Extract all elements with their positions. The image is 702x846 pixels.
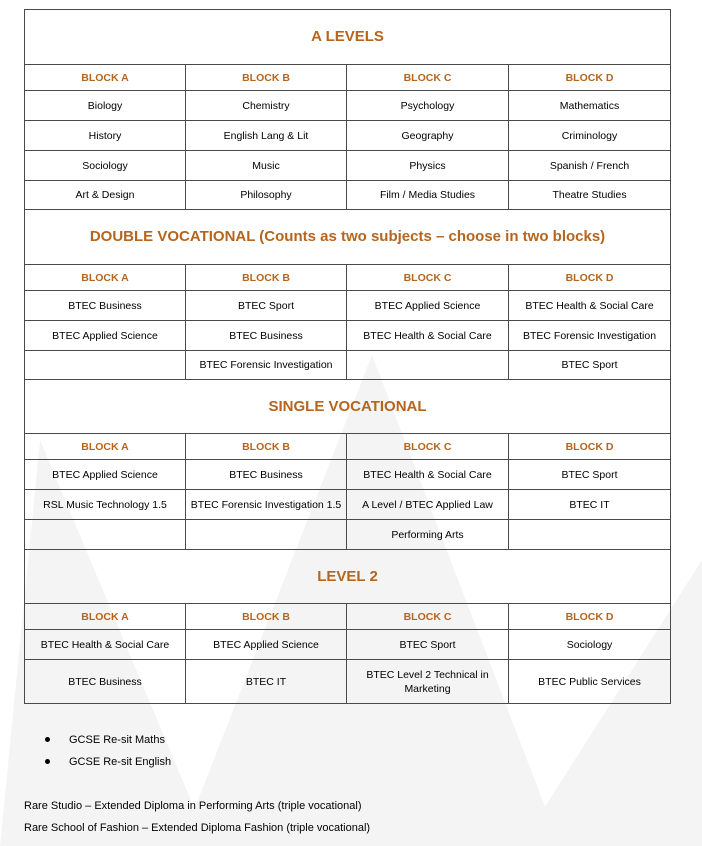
block-b-header: BLOCK B <box>186 265 347 291</box>
resit-bullet-list <box>45 732 171 776</box>
section-title-row <box>25 380 671 434</box>
block-b-header: BLOCK B <box>186 65 347 91</box>
block-header-row <box>25 604 671 630</box>
block-a-header: BLOCK A <box>25 604 186 630</box>
subject-cell: BTEC IT <box>186 660 347 704</box>
subject-cell: A Level / BTEC Applied Law <box>347 490 509 520</box>
subject-cell: BTEC Business <box>25 660 186 704</box>
subject-cell: Performing Arts <box>347 520 509 550</box>
section-title: A LEVELS <box>25 10 671 65</box>
table-row <box>25 630 671 660</box>
subject-cell: Chemistry <box>186 91 347 121</box>
subject-cell: BTEC Applied Science <box>186 630 347 660</box>
subject-cell: BTEC IT <box>509 490 671 520</box>
list-item <box>45 754 171 776</box>
subject-cell: BTEC Applied Science <box>347 291 509 321</box>
table-row <box>25 181 671 210</box>
subject-cell: BTEC Public Services <box>509 660 671 704</box>
block-c-header: BLOCK C <box>347 434 509 460</box>
subject-cell: Art & Design <box>25 181 186 210</box>
subject-cell: RSL Music Technology 1.5 <box>25 490 186 520</box>
section-title-row <box>25 210 671 265</box>
table-row <box>25 91 671 121</box>
subject-cell <box>347 351 509 380</box>
table-row <box>25 151 671 181</box>
section-title: DOUBLE VOCATIONAL (Counts as two subjects – choose in two blocks) <box>25 210 671 265</box>
subject-cell: BTEC Health & Social Care <box>509 291 671 321</box>
subject-cell: BTEC Sport <box>509 460 671 490</box>
subject-cell: BTEC Health & Social Care <box>347 321 509 351</box>
subject-cell <box>25 520 186 550</box>
block-d-header: BLOCK D <box>509 265 671 291</box>
block-d-header: BLOCK D <box>509 604 671 630</box>
subject-cell <box>25 351 186 380</box>
block-b-header: BLOCK B <box>186 434 347 460</box>
subject-cell: BTEC Applied Science <box>25 460 186 490</box>
block-a-header: BLOCK A <box>25 434 186 460</box>
subject-cell: BTEC Sport <box>186 291 347 321</box>
subject-cell: BTEC Level 2 Technical in Marketing <box>347 660 509 704</box>
subject-cell: BTEC Forensic Investigation <box>186 351 347 380</box>
block-a-header: BLOCK A <box>25 65 186 91</box>
table-row <box>25 321 671 351</box>
subject-cell: Philosophy <box>186 181 347 210</box>
subject-cell: History <box>25 121 186 151</box>
block-header-row <box>25 65 671 91</box>
block-a-header: BLOCK A <box>25 265 186 291</box>
subject-cell <box>509 520 671 550</box>
options-table <box>24 9 671 704</box>
footer-line: Rare School of Fashion – Extended Diploma Fashion (triple vocational) <box>24 822 371 834</box>
table-row <box>25 660 671 704</box>
subject-cell: BTEC Health & Social Care <box>347 460 509 490</box>
block-c-header: BLOCK C <box>347 65 509 91</box>
subject-cell: Biology <box>25 91 186 121</box>
subject-cell: BTEC Sport <box>509 351 671 380</box>
subject-cell: BTEC Applied Science <box>25 321 186 351</box>
subject-cell: Sociology <box>509 630 671 660</box>
subject-cell: Criminology <box>509 121 671 151</box>
block-b-header: BLOCK B <box>186 604 347 630</box>
block-header-row <box>25 265 671 291</box>
subject-cell: BTEC Business <box>186 321 347 351</box>
subject-cell: BTEC Business <box>186 460 347 490</box>
table-row <box>25 291 671 321</box>
list-item <box>45 732 171 754</box>
footer-notes <box>24 798 370 842</box>
section-title-row <box>25 10 671 65</box>
list-item-label: GCSE Re-sit Maths <box>69 734 165 746</box>
section-title: SINGLE VOCATIONAL <box>25 380 671 434</box>
table-row <box>25 351 671 380</box>
subject-cell: BTEC Forensic Investigation <box>509 321 671 351</box>
section-title: LEVEL 2 <box>25 550 671 604</box>
subject-cell: Mathematics <box>509 91 671 121</box>
subject-cell: BTEC Forensic Investigation 1.5 <box>186 490 347 520</box>
section-title-row <box>25 550 671 604</box>
subject-cell: Spanish / French <box>509 151 671 181</box>
footer-line: Rare Studio – Extended Diploma in Performing Arts (triple vocational) <box>24 800 362 812</box>
block-c-header: BLOCK C <box>347 604 509 630</box>
subject-cell: BTEC Business <box>25 291 186 321</box>
list-item-label: GCSE Re-sit English <box>69 756 172 768</box>
bullet-icon <box>45 737 50 742</box>
block-c-header: BLOCK C <box>347 265 509 291</box>
subject-cell: Theatre Studies <box>509 181 671 210</box>
table-row <box>25 121 671 151</box>
subject-cell: Sociology <box>25 151 186 181</box>
subject-cell: BTEC Health & Social Care <box>25 630 186 660</box>
subject-cell: BTEC Sport <box>347 630 509 660</box>
table-row <box>25 520 671 550</box>
table-row <box>25 460 671 490</box>
block-d-header: BLOCK D <box>509 65 671 91</box>
subject-cell: Geography <box>347 121 509 151</box>
table-row <box>25 490 671 520</box>
block-header-row <box>25 434 671 460</box>
bullet-icon <box>45 759 50 764</box>
subject-cell: Psychology <box>347 91 509 121</box>
subject-cell <box>186 520 347 550</box>
subject-cell: English Lang & Lit <box>186 121 347 151</box>
block-d-header: BLOCK D <box>509 434 671 460</box>
subject-cell: Physics <box>347 151 509 181</box>
subject-cell: Music <box>186 151 347 181</box>
subject-cell: Film / Media Studies <box>347 181 509 210</box>
